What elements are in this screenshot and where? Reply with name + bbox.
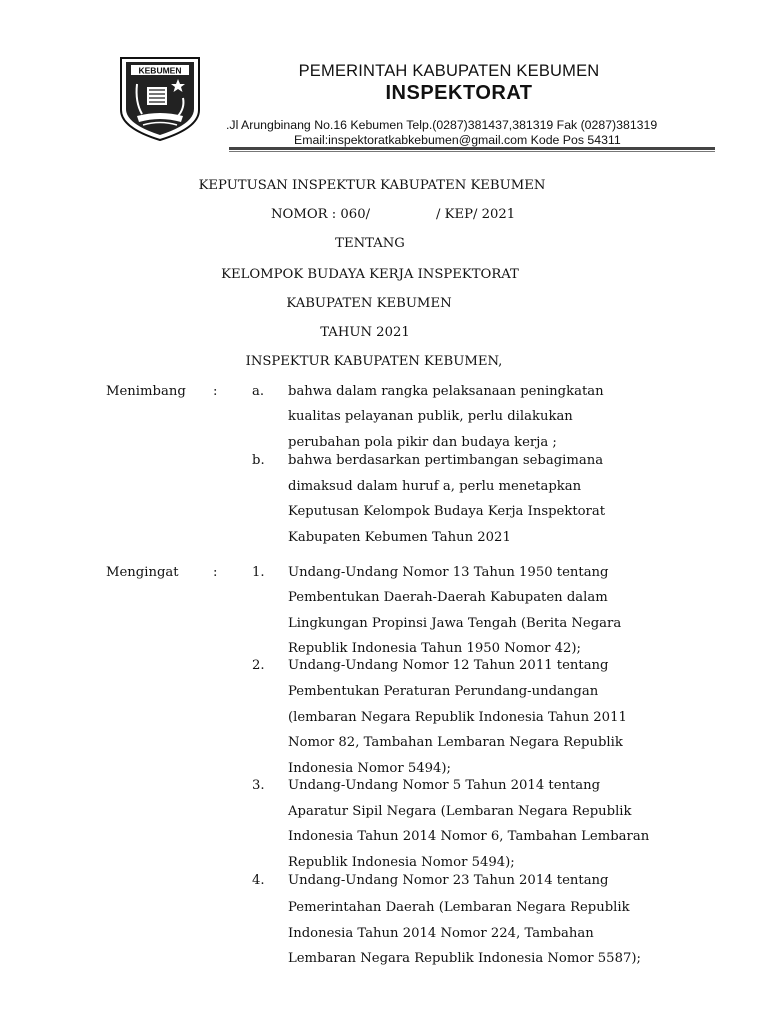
decree-number-prefix: NOMOR : 060/ — [271, 207, 371, 222]
list-marker: a. — [252, 384, 265, 399]
list-item-line: Lingkungan Propinsi Jawa Tengah (Berita Negara — [288, 616, 622, 631]
list-item-line: kualitas pelayanan publik, perlu dilakukan — [288, 409, 573, 424]
list-item-line: Undang-Undang Nomor 13 Tahun 1950 tentang — [288, 565, 609, 580]
list-item-line: bahwa dalam rangka pelaksanaan peningkatan — [288, 384, 604, 399]
list-marker: 3. — [252, 778, 265, 793]
list-item-line: (lembaran Negara Republik Indonesia Tahun 2011 — [288, 710, 627, 725]
list-item-line: Pemerintahan Daerah (Lembaran Negara Republik — [288, 900, 630, 915]
list-item-line: perubahan pola pikir dan budaya kerja ; — [288, 435, 557, 450]
header-divider-thin — [229, 151, 715, 152]
list-marker: b. — [252, 453, 265, 468]
svg-text:KEBUMEN: KEBUMEN — [138, 65, 182, 76]
list-marker: 1. — [252, 565, 265, 580]
mengingat-label: Mengingat — [106, 565, 179, 580]
list-item-line: Lembaran Negara Republik Indonesia Nomor 5587); — [288, 951, 641, 966]
list-item-line: Pembentukan Daerah-Daerah Kabupaten dalam — [288, 590, 608, 605]
decree-year: TAHUN 2021 — [320, 325, 410, 340]
office-email: Email:inspektoratkabkebumen@gmail.com Kode Pos 54311 — [294, 133, 621, 147]
list-item-line: Republik Indonesia Nomor 5494); — [288, 855, 515, 870]
menimbang-label: Menimbang — [106, 384, 186, 399]
list-item-line: Aparatur Sipil Negara (Lembaran Negara Republik — [288, 804, 632, 819]
office-address: .Jl Arungbinang No.16 Kebumen Telp.(0287)381437,381319 Fak (0287)381319 — [226, 118, 658, 132]
menimbang-colon: : — [213, 384, 218, 399]
government-name: PEMERINTAH KABUPATEN KEBUMEN — [298, 62, 600, 80]
decree-subject-line1: KELOMPOK BUDAYA KERJA INSPEKTORAT — [221, 267, 519, 282]
list-marker: 4. — [252, 873, 265, 888]
list-item-line: Kabupaten Kebumen Tahun 2021 — [288, 530, 511, 545]
list-item-line: Republik Indonesia Tahun 1950 Nomor 42); — [288, 641, 581, 656]
header-divider — [229, 147, 715, 150]
agency-name: INSPEKTORAT — [385, 82, 533, 104]
list-item-line: dimaksud dalam huruf a, perlu menetapkan — [288, 479, 582, 494]
decree-title: KEPUTUSAN INSPEKTUR KABUPATEN KEBUMEN — [198, 178, 546, 193]
list-item-line: Pembentukan Peraturan Perundang-undangan — [288, 684, 599, 699]
list-item-line: bahwa berdasarkan pertimbangan sebagimana — [288, 453, 604, 468]
list-item-line: Indonesia Nomor 5494); — [288, 761, 451, 776]
list-item-line: Nomor 82, Tambahan Lembaran Negara Republik — [288, 735, 623, 750]
list-item-line: Indonesia Tahun 2014 Nomor 6, Tambahan Lembaran — [288, 829, 650, 844]
list-marker: 2. — [252, 658, 265, 673]
decree-subject-line2: KABUPATEN KEBUMEN — [286, 296, 452, 311]
decree-issuer: INSPEKTUR KABUPATEN KEBUMEN, — [245, 354, 503, 369]
decree-number-suffix: / KEP/ 2021 — [436, 207, 516, 222]
tentang-heading: TENTANG — [335, 236, 405, 251]
list-item-line: Undang-Undang Nomor 12 Tahun 2011 tentang — [288, 658, 609, 673]
mengingat-colon: : — [213, 565, 218, 580]
list-item-line: Undang-Undang Nomor 23 Tahun 2014 tentang — [288, 873, 609, 888]
list-item-line: Indonesia Tahun 2014 Nomor 224, Tambahan — [288, 926, 594, 941]
list-item-line: Keputusan Kelompok Budaya Kerja Inspektorat — [288, 504, 606, 519]
list-item-line: Undang-Undang Nomor 5 Tahun 2014 tentang — [288, 778, 601, 793]
